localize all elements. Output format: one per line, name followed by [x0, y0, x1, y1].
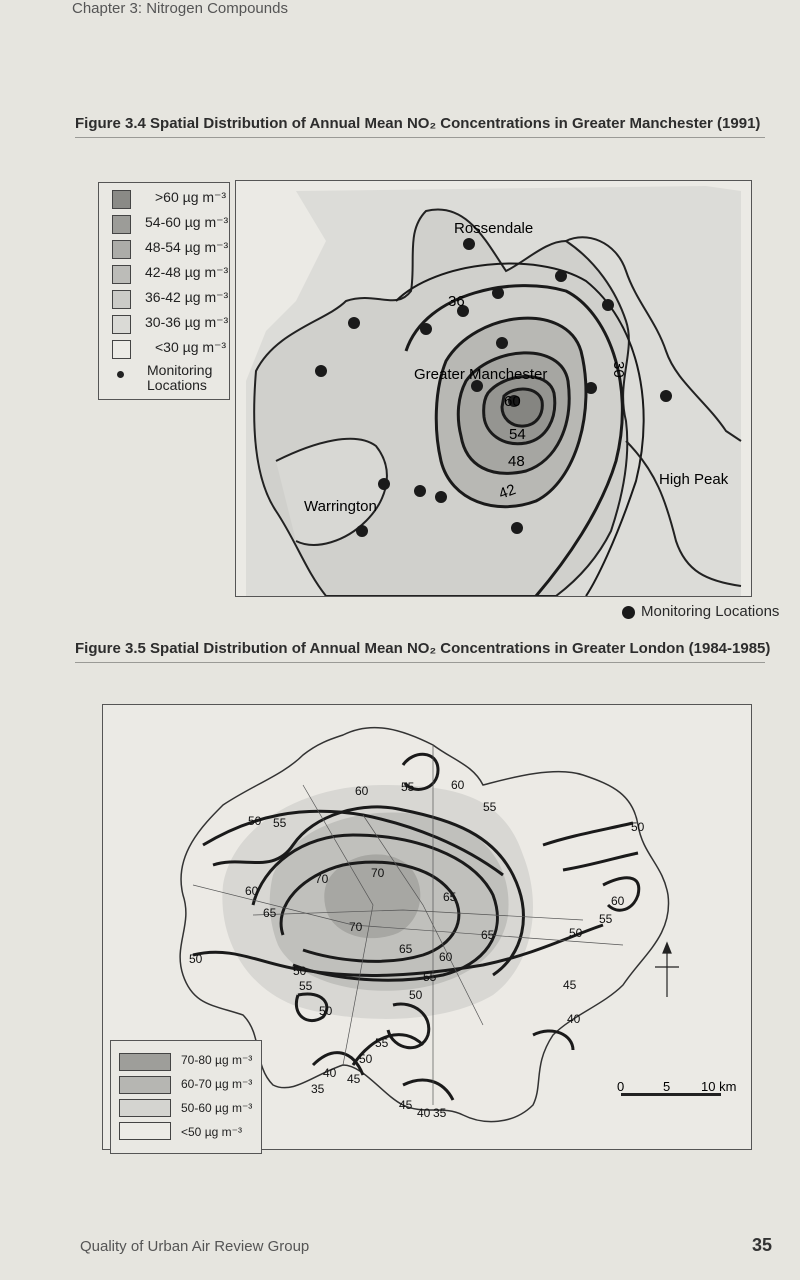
legend-label: 60-70 µg m⁻³ [181, 1077, 253, 1091]
legend-swatch [112, 215, 131, 234]
north-arrow-icon [655, 943, 679, 997]
monitoring-location [511, 522, 523, 534]
legend-swatch [112, 190, 131, 209]
legend-swatch [112, 240, 131, 259]
legend-label: <50 µg m⁻³ [181, 1125, 242, 1139]
figure-3-5-title: Figure 3.5 Spatial Distribution of Annual Mean NO₂ Concentrations in Greater London (1984-1985) [75, 640, 771, 657]
monitoring-caption: Monitoring Locations [641, 603, 780, 620]
contour-label: 45 [399, 1098, 413, 1112]
contour-label: 50 [293, 964, 307, 978]
monitoring-location [463, 238, 475, 250]
monitoring-caption-icon [622, 606, 635, 619]
contour-label: 35 [311, 1082, 325, 1096]
figure-3-4-rule [75, 137, 765, 138]
legend-label: >60 µg m⁻³ [155, 189, 227, 205]
contour-label: 50 [631, 820, 645, 834]
place-high-peak: High Peak [659, 471, 729, 488]
contour-label: 55 [299, 979, 313, 993]
gm-map-svg [236, 181, 751, 596]
legend-swatch [112, 315, 131, 334]
monitoring-location [660, 390, 672, 402]
legend-label: 30-36 µg m⁻³ [145, 314, 229, 330]
legend-swatch [119, 1099, 171, 1117]
contour-label: 50 [189, 952, 203, 966]
contour-label: 50 [569, 926, 583, 940]
monitoring-dot-icon [117, 371, 124, 378]
contour-label: 55 [375, 1036, 389, 1050]
legend-swatch [112, 265, 131, 284]
contour-label: 40 [323, 1066, 337, 1080]
monitoring-location [378, 478, 390, 490]
contour-label: 55 [599, 912, 613, 926]
monitoring-location [348, 317, 360, 329]
contour-label: 55 [273, 816, 287, 830]
scale-label-0: 0 [617, 1079, 625, 1094]
contour-label: 35 [433, 1106, 447, 1120]
contour-label-36: 36 [448, 293, 465, 310]
contour-label: 65 [481, 928, 495, 942]
monitoring-location [555, 270, 567, 282]
contour-label: 65 [263, 906, 277, 920]
legend-label: 42-48 µg m⁻³ [145, 264, 229, 280]
scale-label-10: 10 km [701, 1079, 737, 1094]
scale-label-5: 5 [663, 1079, 671, 1094]
contour-label: 55 [401, 780, 415, 794]
legend-label: 50-60 µg m⁻³ [181, 1101, 253, 1115]
contour-label: 50 [359, 1052, 373, 1066]
place-warrington: Warrington [304, 498, 377, 515]
monitoring-location [315, 365, 327, 377]
contour-label: 70 [349, 920, 363, 934]
contour-label: 50 [248, 814, 262, 828]
legend-monitoring-label: Monitoring Locations [147, 362, 213, 393]
monitoring-location [356, 525, 368, 537]
contour-label: 40 [567, 1012, 581, 1026]
contour-label: 55 [423, 970, 437, 984]
contour-label: 45 [563, 978, 577, 992]
figure-3-4-title: Figure 3.4 Spatial Distribution of Annual Mean NO₂ Concentrations in Greater Manchester (1991) [75, 115, 761, 132]
legend-label: 36-42 µg m⁻³ [145, 289, 229, 305]
figure-3-4-legend [98, 182, 230, 400]
legend-swatch [119, 1053, 171, 1071]
legend-swatch [112, 290, 131, 309]
monitoring-location [420, 323, 432, 335]
contour-label: 65 [399, 942, 413, 956]
legend-swatch [119, 1122, 171, 1140]
place-greater-manchester: Greater Manchester [414, 366, 548, 383]
contour-label: 70 [371, 866, 385, 880]
contour-label: 40 [417, 1106, 431, 1120]
scale-bar [617, 1079, 736, 1096]
monitoring-location [435, 491, 447, 503]
contour-label: 50 [409, 988, 423, 1002]
contour-label-42: 42 [496, 481, 519, 503]
contour-label: 60 [355, 784, 369, 798]
legend-label: <30 µg m⁻³ [155, 339, 227, 355]
monitoring-location [414, 485, 426, 497]
figure-3-5-legend [110, 1040, 262, 1154]
contour-label: 50 [319, 1004, 333, 1018]
monitoring-location [496, 337, 508, 349]
contour-label: 70 [315, 872, 329, 886]
contour-label-60: 60 [504, 393, 521, 410]
chapter-header: Chapter 3: Nitrogen Compounds [72, 0, 288, 17]
contour-label: 60 [611, 894, 625, 908]
greater-manchester-map [235, 180, 752, 597]
legend-swatch [119, 1076, 171, 1094]
contour-label: 45 [347, 1072, 361, 1086]
contour-label: 65 [443, 890, 457, 904]
contour-label: 60 [439, 950, 453, 964]
legend-swatch [112, 340, 131, 359]
contour-label-54: 54 [509, 426, 526, 443]
contour-label-48: 48 [508, 453, 525, 470]
footer-text: Quality of Urban Air Review Group [80, 1238, 310, 1255]
contour-label-30: 30 [610, 361, 627, 378]
page-number: 35 [752, 1235, 773, 1255]
monitoring-location [602, 299, 614, 311]
place-rossendale: Rossendale [454, 220, 534, 237]
contour-label: 60 [451, 778, 465, 792]
legend-label: 70-80 µg m⁻³ [181, 1053, 253, 1067]
monitoring-location [585, 382, 597, 394]
contour-label: 55 [483, 800, 497, 814]
contour-label: 60 [245, 884, 259, 898]
legend-label: 48-54 µg m⁻³ [145, 239, 229, 255]
figure-3-5-rule [75, 662, 765, 663]
legend-label: 54-60 µg m⁻³ [145, 214, 229, 230]
monitoring-location [492, 287, 504, 299]
